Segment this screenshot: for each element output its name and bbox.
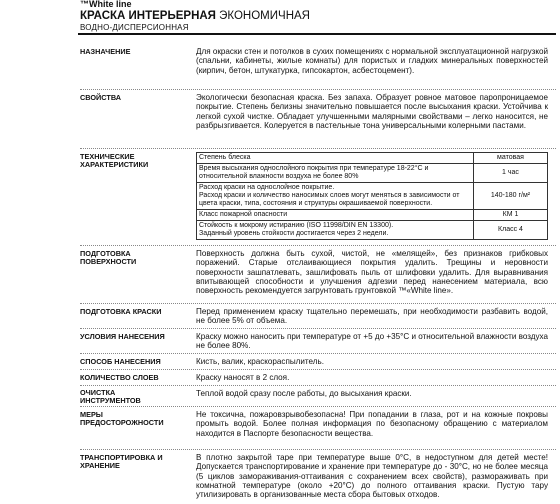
table-cell-name: Класс пожарной опасности bbox=[197, 210, 474, 221]
section-divider bbox=[80, 328, 556, 329]
title-rest: ЭКОНОМИЧНАЯ bbox=[215, 10, 310, 22]
section-label-method: СПОСОБ НАНЕСЕНИЯ bbox=[80, 357, 161, 366]
table-cell-value: Класс 4 bbox=[474, 221, 548, 240]
header-rule bbox=[78, 33, 556, 35]
section-label-properties: СВОЙСТВА bbox=[80, 93, 121, 102]
table-cell-name: Время высыхания однослойного покрытия при температуре 18-22°С и относительной влажности воздуха не более 80% bbox=[197, 164, 474, 183]
section-label-cleaning: ОЧИСТКА ИНСТРУМЕНТОВ bbox=[80, 388, 141, 406]
section-label-storage: ТРАНСПОРТИРОВКА И ХРАНЕНИЕ bbox=[80, 453, 163, 471]
table-cell-value: матовая bbox=[474, 153, 548, 164]
section-divider bbox=[80, 406, 556, 407]
table-cell-value: КМ 1 bbox=[474, 210, 548, 221]
table-row bbox=[197, 153, 548, 164]
table-row bbox=[197, 210, 548, 221]
section-text-purpose: Для окраски стен и потолков в сухих помещениях с нормальной эксплуатационной нагрузкой (спальни, кабинеты, жилые комнаты) для пористых и гладких минеральных поверхностей (кирпич, бетон, штукатурка, гипсокартон, асбестоцемент). bbox=[196, 47, 548, 75]
section-text-properties: Экологически безопасная краска. Без запаха. Образует ровное матовое паропроницаемое покрытие. Степень белизны значительно повышается после высыхания краски. Устойчива к легкой сухой чистке. Обладает улучшенными малярными свойствами – легко наносится, не разбрызгивается. Колеруется в пастельные тона универсальными колерными пастами. bbox=[196, 93, 548, 130]
section-text-safety: Не токсична, пожаровзрывобезопасна! При попадании в глаза, рот и на кожные покровы промыть водой. Более полная информация по безопасному обращению с материалом находится в Паспорте безопасности вещества. bbox=[196, 410, 548, 438]
section-text-layers: Краску наносят в 2 слоя. bbox=[196, 373, 290, 382]
table-row bbox=[197, 164, 548, 183]
tech-table bbox=[196, 152, 548, 240]
table-cell-value: 140-180 г/м² bbox=[474, 183, 548, 210]
section-label-conditions: УСЛОВИЯ НАНЕСЕНИЯ bbox=[80, 332, 165, 341]
brand-logo: ™White line bbox=[80, 0, 132, 9]
table-row bbox=[197, 221, 548, 240]
section-label-tech: ТЕХНИЧЕСКИЕ ХАРАКТЕРИСТИКИ bbox=[80, 152, 149, 170]
section-text-prep: Поверхность должна быть сухой, чистой, не «мелящей», без признаков грибковых поражений. Старые отслаивающиеся покрытия удалить. Трещины и неровности поверхности зашпатлевать, зашлифовать пыль от шлифовки удалить. Для выравнивания впитывающей способности и улучшения адгезии перед нанесением материала, всю поверхность рекомендуется загрунтовать грунтовкой ™«White line». bbox=[196, 249, 548, 296]
table-row bbox=[197, 183, 548, 210]
section-text-storage: В плотно закрытой таре при температуре выше 0°С, в недоступном для детей месте! Допускается транспортирование и хранение при температуре до - 30°С, но не более месяца (5 циклов замораживания-оттаивания с сохранением всех свойств), размораживать при комнатной температуре (около +20°С) до полного оттаивания краски. Пустую тару утилизировать в организованные места сбора бытовых отходов. bbox=[196, 453, 548, 500]
table-cell-name: Расход краски на однослойное покрытие. Расход краски и количество наносимых слоев могут меняться в зависимости от цвета краски, типа, состояния и структуры окрашиваемой поверхности. bbox=[197, 183, 474, 210]
page-title bbox=[80, 10, 310, 23]
section-divider bbox=[80, 353, 556, 354]
section-label-prep: ПОДГОТОВКА ПОВЕРХНОСТИ bbox=[80, 249, 137, 267]
section-divider bbox=[80, 385, 556, 386]
section-text-conditions: Краску можно наносить при температуре от +5 до +35°С и относительной влажности воздуха не более 80%. bbox=[196, 332, 548, 351]
section-label-purpose: НАЗНАЧЕНИЕ bbox=[80, 47, 131, 56]
section-text-paint-prep: Перед применением краску тщательно перемешать, при необходимости разбавить водой, не более 5% от объема. bbox=[196, 307, 548, 326]
section-text-method: Кисть, валик, краскораспылитель. bbox=[196, 357, 324, 366]
table-cell-name: Стойкость к мокрому истиранию (ISO 11998/DIN EN 13300). Заданный уровень стойкости достигается через 2 недели. bbox=[197, 221, 474, 240]
table-cell-name: Степень блеска bbox=[197, 153, 474, 164]
section-divider bbox=[80, 369, 556, 370]
section-divider bbox=[80, 89, 556, 90]
section-label-paint-prep: ПОДГОТОВКА КРАСКИ bbox=[80, 307, 162, 316]
section-label-layers: КОЛИЧЕСТВО СЛОЕВ bbox=[80, 373, 159, 382]
section-divider bbox=[80, 449, 556, 450]
section-divider bbox=[80, 148, 556, 149]
table-cell-value: 1 час bbox=[474, 164, 548, 183]
section-divider bbox=[80, 303, 556, 304]
section-divider bbox=[80, 245, 556, 246]
title-bold: КРАСКА ИНТЕРЬЕРНАЯ bbox=[80, 10, 216, 22]
section-label-safety: МЕРЫ ПРЕДОСТОРОЖНОСТИ bbox=[80, 410, 164, 428]
page-subtitle: ВОДНО-ДИСПЕРСИОННАЯ bbox=[80, 23, 189, 32]
section-text-cleaning: Теплой водой сразу после работы, до высыхания краски. bbox=[196, 389, 412, 398]
